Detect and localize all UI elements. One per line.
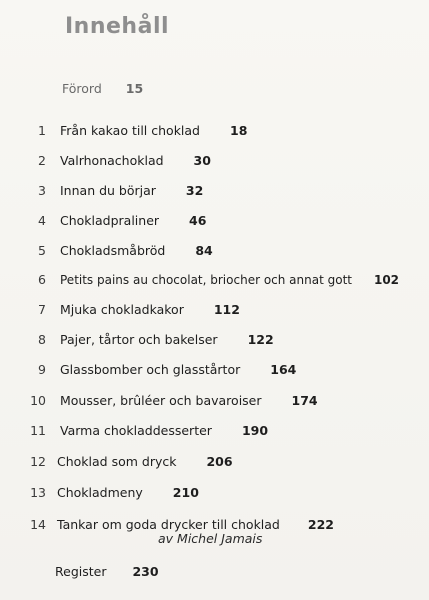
toc-entry-label: Innan du börjar 32 (60, 183, 204, 198)
toc-entry-label: Från kakao till choklad 18 (60, 123, 248, 138)
toc-entry-number: 5 (38, 243, 46, 258)
toc-entry-label: Petits pains au chocolat, briocher och annat gott 102 (60, 273, 400, 287)
toc-entry-page: 18 (230, 123, 248, 138)
toc-entry-page: 222 (307, 517, 334, 532)
toc-entry-label: Varma chokladdesserter 190 (60, 423, 269, 438)
toc-entry-number: 6 (38, 272, 46, 287)
toc-entry-page: 112 (213, 302, 240, 317)
toc-entry-page: 210 (172, 485, 199, 500)
toc-entry-page: 30 (193, 153, 211, 168)
toc-entry-label: Förord 15 (62, 81, 144, 96)
toc-entry-label: Register 230 (55, 564, 159, 579)
toc-entry-label: Chokladpraliner 46 (60, 213, 207, 228)
page-title: Innehåll (65, 14, 170, 39)
toc-entry-label: Chokladsmåbröd 84 (60, 243, 213, 258)
toc-entry-label: Glassbomber och glasstårtor 164 (60, 362, 297, 377)
toc-entry-page: 122 (247, 332, 274, 347)
toc-entry-number: 1 (38, 123, 46, 138)
toc-entry-page: 206 (206, 454, 233, 469)
toc-entry-page: 46 (189, 213, 207, 228)
toc-entry-number: 14 (30, 517, 46, 532)
toc-entry-page: 84 (195, 243, 213, 258)
toc-entry-label: Mjuka chokladkakor 112 (60, 302, 240, 317)
toc-entry-number: 13 (30, 485, 46, 500)
toc-entry-number: 11 (30, 423, 46, 438)
toc-entry-label: Tankar om goda drycker till choklad 222 (57, 517, 334, 532)
toc-entry-page: 102 (373, 273, 400, 287)
toc-entry-number: 12 (30, 454, 46, 469)
toc-entry-page: 190 (241, 423, 269, 438)
toc-entry-label: Chokladmeny 210 (57, 485, 199, 500)
toc-entry-number: 9 (38, 362, 46, 377)
toc-entry-number: 7 (38, 302, 46, 317)
toc-entry-page: 230 (132, 564, 159, 579)
toc-entry-number: 8 (38, 332, 46, 347)
toc-entry-page: 15 (125, 81, 144, 96)
toc-entry-number: 2 (38, 153, 46, 168)
toc-entry-page: 164 (270, 362, 297, 377)
toc-entry-number: 10 (30, 393, 46, 408)
toc-entry-label: Valrhonachoklad 30 (60, 153, 211, 168)
toc-entry-number: 3 (38, 183, 46, 198)
toc-entry-14-author: av Michel Jamais (158, 531, 263, 546)
toc-entry-number: 4 (38, 213, 46, 228)
toc-entry-label: Pajer, tårtor och bakelser 122 (60, 332, 274, 347)
toc-entry-page: 32 (185, 183, 204, 198)
toc-entry-label: Mousser, brûléer och bavaroiser 174 (60, 393, 318, 408)
toc-entry-page: 174 (291, 393, 318, 408)
toc-entry-label: Choklad som dryck 206 (57, 454, 233, 469)
